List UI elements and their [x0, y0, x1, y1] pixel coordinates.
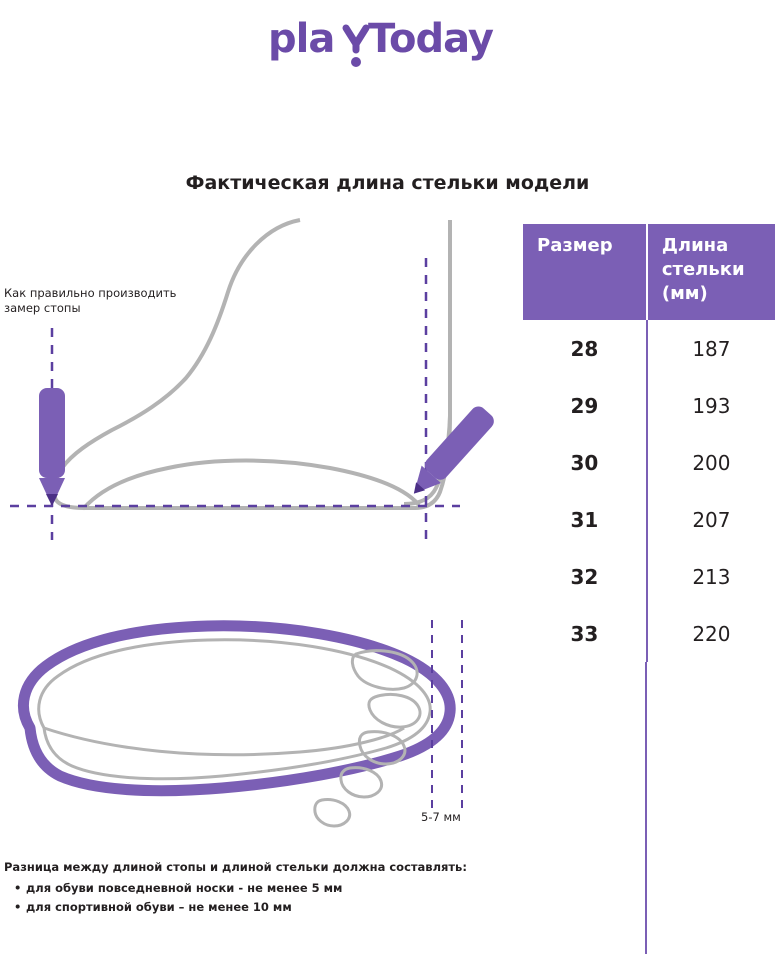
svg-text:pla: pla	[267, 16, 334, 62]
table-row	[523, 377, 775, 434]
table-header-row	[523, 224, 775, 320]
cell-length: 207	[647, 491, 775, 548]
brand-logo	[0, 14, 775, 70]
cell-size: 32	[523, 548, 647, 605]
table-row	[523, 320, 775, 377]
cell-size: 33	[523, 605, 647, 662]
cell-size: 29	[523, 377, 647, 434]
table-row	[523, 605, 775, 662]
bottom-notes-heading: Разница между длиной стопы и длиной стельки должна составлять:	[4, 860, 467, 874]
table-row	[523, 434, 775, 491]
pencil-left-icon	[39, 388, 65, 506]
cell-size: 30	[523, 434, 647, 491]
table-row	[523, 491, 775, 548]
playtoday-logo-icon	[268, 14, 508, 70]
page-title: Фактическая длина стельки модели	[185, 172, 590, 194]
bottom-notes-list	[4, 879, 524, 917]
measure-instruction-text: Как правильно производить замер стопы	[4, 286, 177, 315]
cell-size: 28	[523, 320, 647, 377]
table-row	[523, 548, 775, 605]
cell-length: 200	[647, 434, 775, 491]
list-item: • для спортивной обуви – не менее 10 мм	[14, 898, 524, 917]
column-header-length-line1: Длина	[661, 235, 729, 256]
cell-size: 31	[523, 491, 647, 548]
column-header-length	[647, 224, 775, 320]
cell-length: 187	[647, 320, 775, 377]
cell-length: 220	[647, 605, 775, 662]
cell-length: 213	[647, 548, 775, 605]
bottom-notes	[4, 858, 524, 917]
size-table-head	[523, 224, 775, 320]
list-item: • для обуви повседневной носки - не менее 5 мм	[14, 879, 524, 898]
foot-sole-view-diagram	[0, 600, 520, 830]
cell-length: 193	[647, 377, 775, 434]
column-header-size: Размер	[523, 224, 647, 320]
svg-text:Today: Today	[367, 16, 493, 62]
column-header-length-line3: (мм)	[661, 283, 708, 304]
size-table	[523, 224, 775, 662]
gap-measure-label: 5-7 мм	[421, 810, 461, 824]
size-table-body	[523, 320, 775, 662]
foot-side-view-diagram	[0, 210, 520, 550]
column-header-length-line2: стельки	[661, 259, 745, 280]
